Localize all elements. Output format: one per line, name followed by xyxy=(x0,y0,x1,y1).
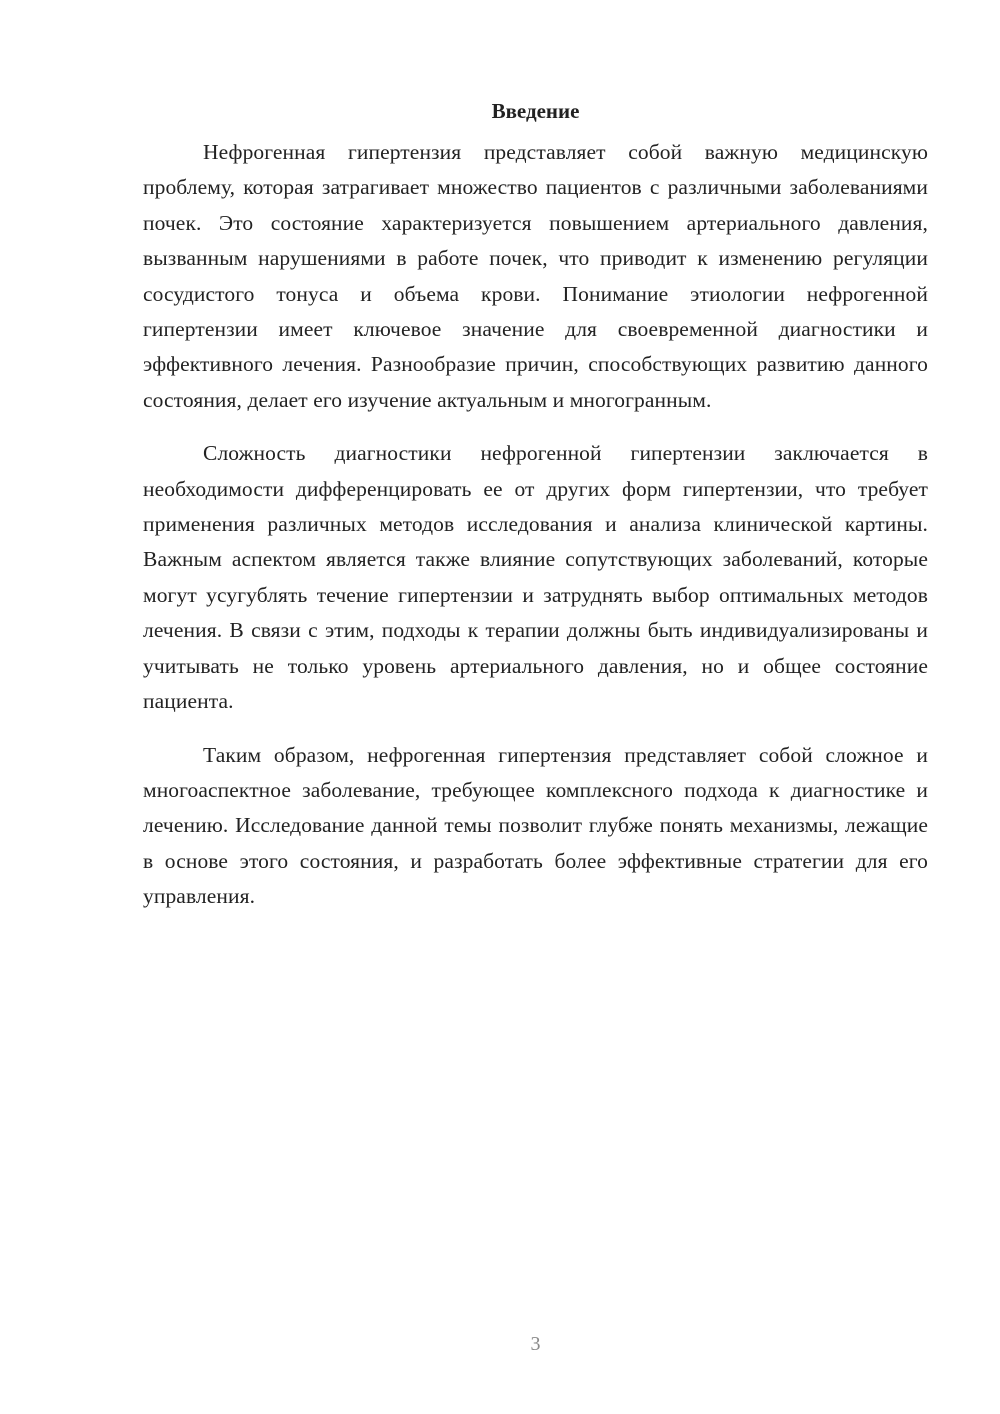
paragraph-3: Таким образом, нефрогенная гипертензия представляет собой сложное и многоаспектное заболевание, требующее комплексного подхода к диагностике и лечению. Исследование данной темы позволит глубже понять механизмы, лежащие в основе этого состояния, и разработать более эффективные стратегии для его управления. xyxy=(143,742,928,909)
paragraph-2: Сложность диагностики нефрогенной гипертензии заключается в необходимости дифференцировать ее от других форм гипертензии, что требует применения различных методов исследования и анализа клинической картины. Важным аспектом является также влияние сопутствующих заболеваний, которые могут усугублять течение гипертензии и затруднять выбор оптимальных методов лечения. В связи с этим, подходы к терапии должны быть индивидуализированы и учитывать не только уровень артериального давления, но и общее состояние пациента. xyxy=(143,441,928,714)
paragraph-1: Нефрогенная гипертензия представляет собой важную медицинскую проблему, которая затрагивает множество пациентов с различными заболеваниями почек. Это состояние характеризуется повышением артериального давления, вызванным нарушениями в работе почек, что приводит к изменению регуляции сосудистого тонуса и объема крови. Понимание этиологии нефрогенной гипертензии имеет ключевое значение для своевременной диагностики и эффективного лечения. Разнообразие причин, способствующих развитию данного состояния, делает его изучение актуальным и многогранным. xyxy=(143,140,928,412)
page-content xyxy=(143,96,928,933)
section-heading: Введение xyxy=(491,99,580,123)
page-number: 3 xyxy=(530,1333,541,1355)
